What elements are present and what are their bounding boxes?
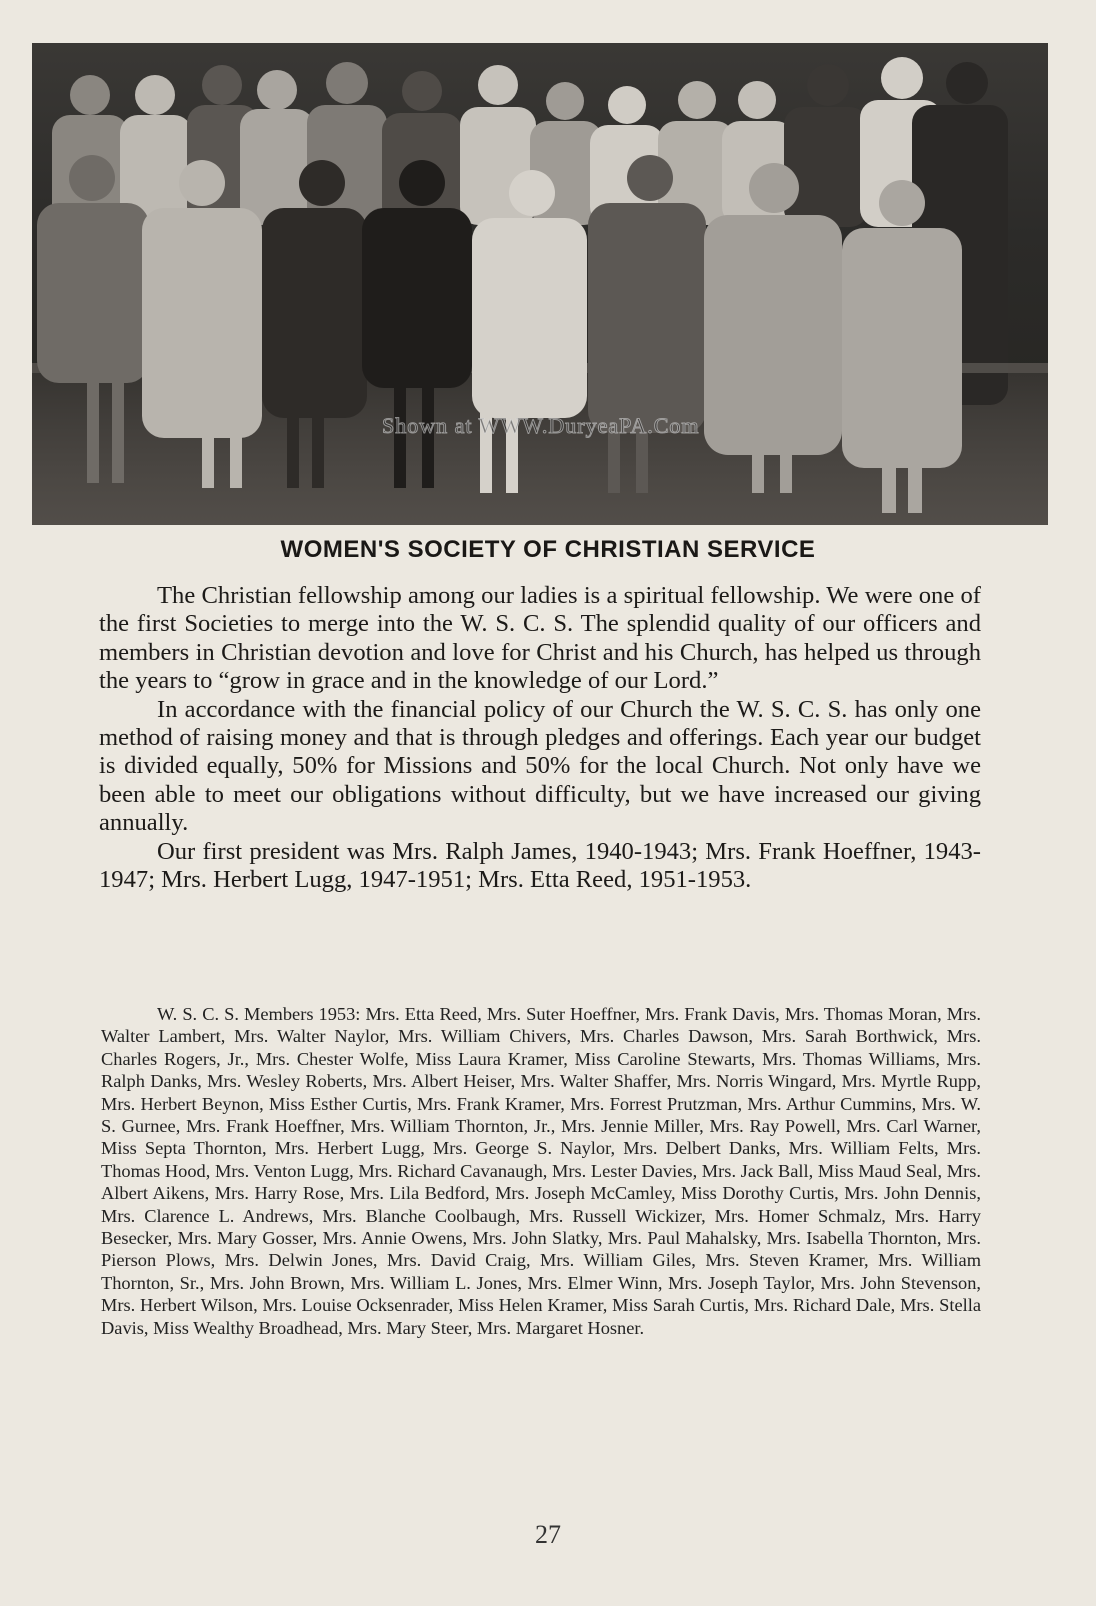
section-heading: WOMEN'S SOCIETY OF CHRISTIAN SERVICE — [280, 536, 816, 563]
paragraph-finance: In accordance with the financial policy of our Church the W. S. C. S. has only one method of raising money and that is through pledges and offerings. Each year our budget is divided equally, 50% for Missions and 50% for the local Church. Not only have we been able to meet our obligations without difficulty, but we have increased our giving annually. — [99, 695, 981, 837]
watermark-text: Shown at WWW.DuryeaPA.Com — [382, 413, 700, 438]
paragraph-fellowship: The Christian fellowship among our ladies is a spiritual fellowship. We were one of the first Societies to merge into the W. S. C. S. The splendid quality of our officers and members in Christian devotion and love for Christ and his Church, has helped us through the years to “grow in grace and in the knowledge of our Lord.” — [99, 582, 981, 695]
body-text — [99, 582, 981, 894]
group-photograph — [32, 43, 1048, 525]
members-paragraph: W. S. C. S. Members 1953: Mrs. Etta Reed, Mrs. Suter Hoeffner, Mrs. Frank Davis, Mrs. Thomas Moran, Mrs. Walter Lambert, Mrs. Walter Naylor, Mrs. William Chivers, Mrs. Charles Dawson, Mrs. Sarah Borthwick, Mrs. Charles Rogers, Jr., Mrs. Chester Wolfe, Miss Laura Kramer, Miss Caroline Stewarts, Mrs. Thomas Williams, Mrs. Ralph Danks, Mrs. Wesley Roberts, Mrs. Albert Heiser, Mrs. Walter Shaffer, Mrs. Norris Wingard, Mrs. Myrtle Rupp, Mrs. Herbert Beynon, Miss Esther Curtis, Mrs. Frank Kramer, Mrs. Forrest Prutzman, Mrs. Arthur Cummins, Mrs. W. S. Gurnee, Mrs. Frank Hoeffner, Mrs. William Thornton, Jr., Mrs. Jennie Miller, Mrs. Ray Powell, Mrs. Carl Warner, Miss Septa Thornton, Mrs. Herbert Lugg, Mrs. George S. Naylor, Mrs. Delbert Danks, Mrs. William Felts, Mrs. Thomas Hood, Mrs. Venton Lugg, Mrs. Richard Cavanaugh, Mrs. Lester Davies, Mrs. Jack Ball, Miss Maud Seal, Mrs. Albert Aikens, Mrs. Harry Rose, Mrs. Lila Bedford, Mrs. Joseph McCamley, Miss Dorothy Curtis, Mrs. John Dennis, Mrs. Clarence L. Andrews, Mrs. Blanche Coolbaugh, Mrs. Russell Wickizer, Mrs. Homer Schmalz, Mrs. Harry Besecker, Mrs. Mary Gosser, Mrs. Annie Owens, Mrs. John Slatky, Mrs. Paul Mahalsky, Mrs. Isabella Thornton, Mrs. Pierson Plows, Mrs. Delwin Jones, Mrs. David Craig, Mrs. William Giles, Mrs. Steven Kramer, Mrs. William Thornton, Sr., Mrs. John Brown, Mrs. William L. Jones, Mrs. Elmer Winn, Mrs. Joseph Taylor, Mrs. John Stevenson, Mrs. Herbert Wilson, Mrs. Louise Ocksenrader, Miss Helen Kramer, Miss Sarah Curtis, Mrs. Richard Dale, Mrs. Stella Davis, Miss Wealthy Broadhead, Mrs. Mary Steer, Mrs. Margaret Hosner. — [101, 1004, 981, 1338]
page-number: 27 — [535, 1520, 561, 1549]
members-list — [101, 1003, 981, 1339]
paragraph-presidents: Our first president was Mrs. Ralph James, 1940-1943; Mrs. Frank Hoeffner, 1943-1947; Mrs. Herbert Lugg, 1947-1951; Mrs. Etta Reed, 1951-1953. — [99, 837, 981, 894]
group-photo-illustration — [32, 43, 1048, 525]
